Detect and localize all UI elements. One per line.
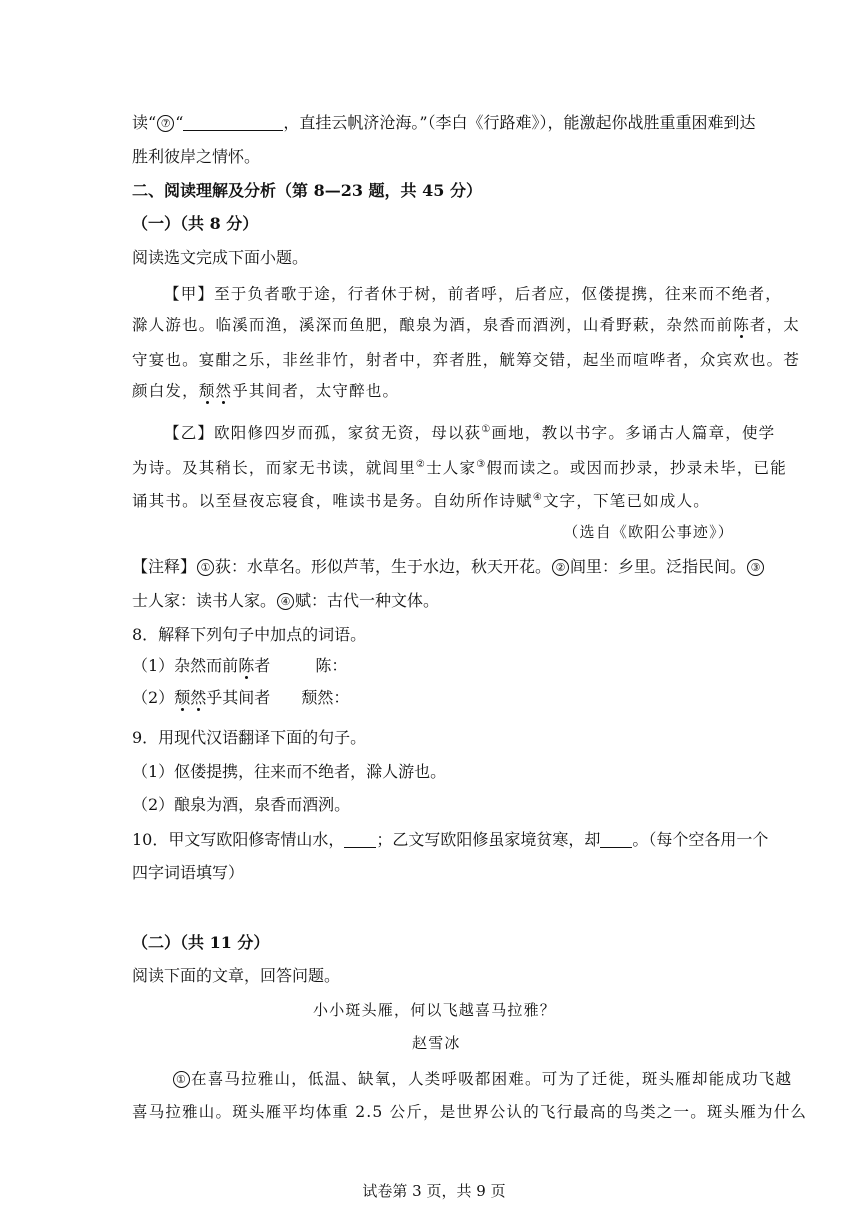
section2-title: 二、阅读理解及分析（第 8—23 题，共 45 分）: [132, 181, 482, 200]
article-author: 赵雪冰: [412, 1034, 461, 1052]
jia-l4a: 颜白发，: [132, 382, 199, 400]
footnote-marker-1: ①: [481, 424, 492, 435]
passage-yi-line1: [164, 419, 775, 444]
q7-answer-blank[interactable]: [183, 114, 283, 131]
footnote-marker-4: ④: [532, 492, 543, 503]
passage-jia-line4: [132, 380, 399, 402]
q10-line1: [132, 829, 768, 851]
article-p1-line2: 喜马拉雅山。斑头雁平均体重 2.5 公斤，是世界公认的飞行最高的鸟类之一。斑头雁为什么: [132, 1103, 808, 1121]
note-text-3: 士人家：读书人家。: [132, 591, 277, 610]
part2-instruction: 阅读下面的文章，回答问题。: [132, 966, 341, 985]
q9-item2: （2）酿泉为酒，泉香而酒洌。: [132, 795, 351, 814]
yi-l2a: 为诗。及其稍长，而家无书读，就闾里: [132, 459, 416, 477]
footnote-marker-3: ③: [476, 459, 487, 470]
q7-tail-line2: 胜利彼岸之情怀。: [132, 147, 261, 166]
q10-a: 10．甲文写欧阳修寄情山水，: [132, 830, 345, 849]
part2-title: （二）（共 11 分）: [132, 933, 270, 952]
dotted-word-tui: 颓: [198, 382, 216, 400]
q10-blank-2[interactable]: [600, 831, 632, 848]
passage-yi-line2: [132, 454, 787, 479]
q7-number: ⑦: [157, 115, 174, 132]
note-number-3: ③: [747, 559, 764, 576]
q8-dotted-chen: 陈: [238, 656, 255, 675]
notes-line2: [132, 590, 439, 612]
note-number-4: ④: [277, 593, 294, 610]
paragraph-number-1: ①: [173, 1071, 190, 1088]
part1-title: （一）（共 8 分）: [132, 214, 259, 233]
note-number-1: ①: [197, 559, 214, 576]
q8-stem: 8．解释下列句子中加点的词语。: [132, 625, 367, 644]
p1-text-1: 在喜马拉雅山，低温、缺氧，人类呼吸都困难。可为了迁徙，斑头雁却能成功飞越: [191, 1070, 793, 1088]
q8-dotted-ran: 然: [190, 688, 207, 707]
q9-item1: （1）伛偻提携，往来而不绝者，滁人游也。: [132, 762, 447, 781]
notes-line1: [132, 556, 765, 578]
yi-l2b: 士人家: [426, 459, 477, 477]
yi-l3b: 文字，下笔已如成人。: [542, 492, 710, 510]
article-title: 小小斑头雁，何以飞越喜马拉雅？: [313, 1001, 557, 1019]
note-text-4: 赋：古代一种文体。: [295, 591, 440, 610]
q8-answer-label-2: 颓然：: [301, 688, 350, 707]
page-footer: 试卷第 3 页，共 9 页: [362, 1182, 506, 1200]
q8-dotted-tui: 颓: [174, 688, 191, 707]
article-p1-line1: [172, 1068, 792, 1090]
notes-label: 【注释】: [132, 557, 197, 576]
yi-l1a: 【乙】欧阳修四岁而孤，家贫无资，母以荻: [164, 424, 482, 442]
q9-stem: 9．用现代汉语翻译下面的句子。: [132, 728, 367, 747]
passage-source: （选自《欧阳公事迹》）: [563, 523, 734, 541]
q8-item2: [132, 687, 349, 709]
jia-l2b: 者，太: [749, 316, 801, 334]
q7-after-blank: ，直挂云帆济沧海。”（李白《行路难》），能激起你战胜重重困难到达: [283, 113, 756, 132]
q10-c: 。（每个空各用一个: [632, 830, 769, 849]
passage-jia-line1: 【甲】至于负者歌于途，行者休于树，前者呼，后者应，伛偻提携，往来而不绝者，: [164, 285, 782, 303]
note-text-2: 闾里：乡里。泛指民间。: [570, 557, 747, 576]
part1-instruction: 阅读选文完成下面小题。: [132, 248, 309, 267]
q10-blank-1[interactable]: [344, 831, 376, 848]
passage-jia-line2: [132, 314, 800, 336]
yi-l2c: 假而读之。或因而抄录，抄录未毕，已能: [486, 459, 787, 477]
passage-jia-line3: 守宴也。宴酣之乐，非丝非竹，射者中，弈者胜，觥筹交错，起坐而喧哗者，众宾欢也。苍: [132, 351, 801, 369]
q7-quote-open: “: [175, 113, 184, 132]
q10-line2: 四字词语填写）: [132, 863, 245, 882]
yi-l1b: 画地，教以书字。多诵古人篇章，使学: [491, 424, 776, 442]
q8-answer-label-1: 陈：: [315, 656, 348, 675]
q8-item1: [132, 655, 347, 677]
jia-l2a: 滁人游也。临溪而渔，溪深而鱼肥，酿泉为酒，泉香而酒洌，山肴野蔌，杂然而前: [132, 316, 734, 334]
q8-i1a: （1）杂然而前: [132, 656, 239, 675]
footnote-marker-2: ②: [415, 459, 427, 470]
q8-i1b: 者: [254, 656, 271, 675]
q10-b: ；乙文写欧阳修虽家境贫寒，却: [376, 830, 601, 849]
note-text-1: 荻：水草名。形似芦苇，生于水边，秋天开花。: [215, 557, 552, 576]
passage-yi-line3: [132, 487, 710, 512]
dotted-word-chen: 陈: [733, 316, 750, 334]
note-number-2: ②: [552, 559, 569, 576]
q7-tail-line1: [132, 112, 756, 134]
jia-l4b: 乎其间者，太守醉也。: [232, 382, 400, 400]
q8-i2a: （2）: [132, 688, 175, 707]
q8-i2b: 乎其间者: [206, 688, 271, 707]
q7-prefix: 读“: [132, 113, 157, 132]
dotted-word-ran: 然: [215, 382, 233, 400]
yi-l3a: 诵其书。以至昼夜忘寝食，唯读书是务。自幼所作诗赋: [132, 492, 533, 510]
